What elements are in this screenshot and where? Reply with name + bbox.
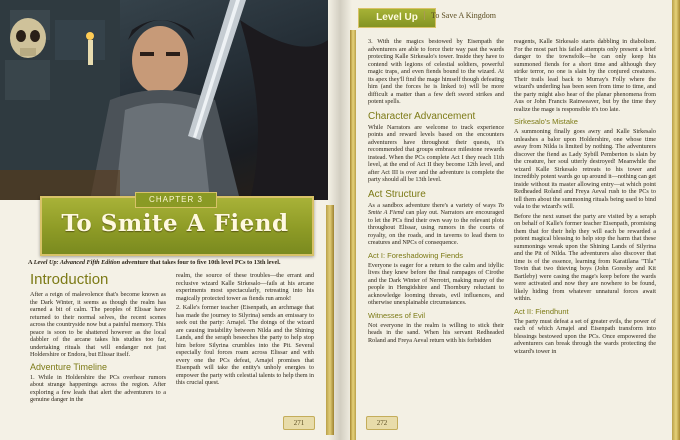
act1-heading: Act I: Foreshadowing Fiends: [368, 250, 464, 260]
act-structure-text: [368, 202, 504, 247]
intro-rest: adventure that takes four to five 10th level PCs to 13th level.: [120, 259, 281, 266]
intro-prefix: A: [28, 259, 34, 266]
act-structure-italic: To Smite A Fiend: [368, 201, 504, 216]
mistake-p1: A summoning finally goes awry and Kalle Sirkesalo unleashes a balor upon Holdershire, one whose time away from Nilda is limited by nothing. The adventurers discover the fiend as Lady Sybill Pemberton is slain by the creature, her soul utterly destroyed! Meanwhile the wizard Kalle Sirkesalo retreats to his tower and incredibly potent wards go up around it—nothing can get inside without its master allowing entry—at which point Redheaded Roland and Freya Aeval rush to the PCs to tell them about the summoning rituals being used to bind vala to the wizard's will.: [514, 128, 656, 210]
page-number-right: 272: [366, 416, 398, 430]
right-col2-p1: reagents, Kalle Sirkesalo starts dabbling in diabolism. For the most part his failed attempts only present a brief danger to the townsfolk—he can only keep his summoned fiends for a short time and although they strike terror, no one is slain by the conjured creatures. Their trails lead back to Murray's Folly where the wizard's underling has been seen from time to time, and the party might also hear of the planar phenomena from Aus or John Francis Rainweaver, but by the time they realize the mage is responsible it's too late.: [514, 38, 656, 113]
introduction-text: After a reign of malevolence that's become known as the Dark Winter, it seems as though the realm has earned a bit of calm. The peoples of Elissar have returned to their normal selves, the recent scenes across the countryside now but a painful memory. This peace is soon to be shattered however as the local dabbler of the arcane takes his studies too far, undertaking rituals that will endanger not just Holdershire or Endora, but Elissar itself.: [30, 291, 166, 358]
act-structure-prefix: As a sandbox adventure there's a variety of ways: [368, 201, 499, 209]
witnesses-text: Not everyone in the realm is willing to stick their heads in the sand. When his servant Redheaded Roland and Freya Aeval return with his forbidden: [368, 321, 504, 344]
right-page-inner-border: [350, 30, 356, 440]
chapter-illustration: [0, 0, 328, 200]
character-advancement-heading: Character Advancement: [368, 110, 476, 122]
left-col2-p2: 2. Kalle's former teacher (Eisenpath, an archmage that has made the journey to Silyrina) sends an emissary to seek out the party: Arnajel. The doings of the wizard are causing instability between Nilda and the Shining Lands, and the seraph beseeches the party to help stop him before Silyrina crumbles into the Pit. Several especially foul forces roam across Elissar and with every one the PCs defeat, Arnajel promises that Eisenpath will take the entity's unholy energies to empower the party with celestial talents to help them in this crucial quest.: [176, 304, 314, 386]
intro-italic: Level Up: Advanced Fifth Edition: [33, 259, 121, 266]
introduction-heading: Introduction: [30, 271, 109, 288]
timeline-item-3: 3. With the magics bestowed by Eisenpath the adventurers are able to force their way past the wards protecting Kalle Sirkesalo's tower. Inside they have to contend with legions of celestial soldiers, powerful magic traps, and even fiends bound to the wizard. At its apex they'll find the mage himself though defeating him (and the forces he is linked to) will be more difficult a matter than a few deft sword strikes and potent spells.: [368, 38, 504, 105]
act2-heading: Act II: Fiendhunt: [514, 306, 569, 316]
left-col2-p1: realm, the source of these troubles—the errant and reclusive wizard Kalle Sirkesalo—fails at his arcane experiments most spectacularly, retreating into his magically protected tower as fiends run amok!: [176, 272, 314, 302]
right-page: [340, 0, 680, 440]
left-column-2: [176, 272, 314, 389]
chapter-title: To Smite A Fiend: [61, 210, 289, 237]
chapter-label: CHAPTER 3: [135, 192, 217, 208]
timeline-heading: Adventure Timeline: [30, 361, 108, 372]
act2-text: The party must defeat a set of greater evils, the power of each of which Arnajel and Eisenpath transform into blessings bestowed upon the PCs. Once empowered the adventurers can break through the wards protecting the wizard's tower in: [514, 317, 656, 355]
header-subtitle: To Save A Kingdom: [424, 11, 496, 20]
witnesses-heading: Witnesses of Evil: [368, 310, 426, 320]
header-tab: Level Up: [358, 8, 436, 28]
illustration-drawing: [0, 0, 328, 200]
mistake-heading: Sirkesalo's Mistake: [514, 117, 578, 126]
right-page-outer-border: [672, 0, 680, 440]
character-advancement-text: While Narrators are welcome to track experience points and reward levels based on the encounters adventurers have throughout their quests, it's recommended that groups embrace milestone rewards instead. When the PCs complete Act I they reach 11th level, at the end of Act II they become 12th level, and after Act III is over and the adventure is complete the party should all be 13th level.: [368, 123, 504, 183]
act1-text: Everyone is eager for a return to the calm and idyllic lives they knew before the final rampages of Cirothe and the Dark Winter of Nerrotri, making many of the people in Hengidshire and Thornbury reluctant to acknowledge looming threats, evil influences, and otherwise unexplainable circumstances.: [368, 261, 504, 306]
timeline-item-1: 1. While in Holdershire the PCs overhear rumors about strange happenings across the region. After exploring a few leads that alert the adventurers to a genuine danger in the: [30, 373, 166, 403]
right-column-2: [514, 38, 656, 357]
mistake-p2: Before the next sunset the party are visited by a seraph on behalf of Kalle's former teacher Eisenpath, promising them that for their help they will each be rewarded a potent magical blessing to help stop the harm that these summonings wreak upon the Shining Lands of Silyrina and the Pit of Nilda. The adventurers also discover that time is of the essence, learning from Karatilana "Tila" Tovin that two thieving boys (John Goresby and Kit Bartleby) were casing the mage's keep before the wards were activated and now they are nowhere to be found, likely hiding from whatever unnatural forces await within.: [514, 212, 656, 302]
act-structure-rest: can play out. Narrators are encouraged to let the PCs find their own way to the relevant plots throughout Elissar, using rumors in the courts of royalty, on the roads, and in taverns to lead them to creatures and NPCs of consequence.: [368, 209, 504, 246]
left-column-1: [30, 272, 166, 406]
left-page-border: [326, 205, 334, 435]
chapter-intro-line: [28, 259, 326, 266]
page-number-left: 271: [283, 416, 315, 430]
right-column-1: [368, 38, 504, 346]
act-structure-heading: Act Structure: [368, 188, 426, 200]
